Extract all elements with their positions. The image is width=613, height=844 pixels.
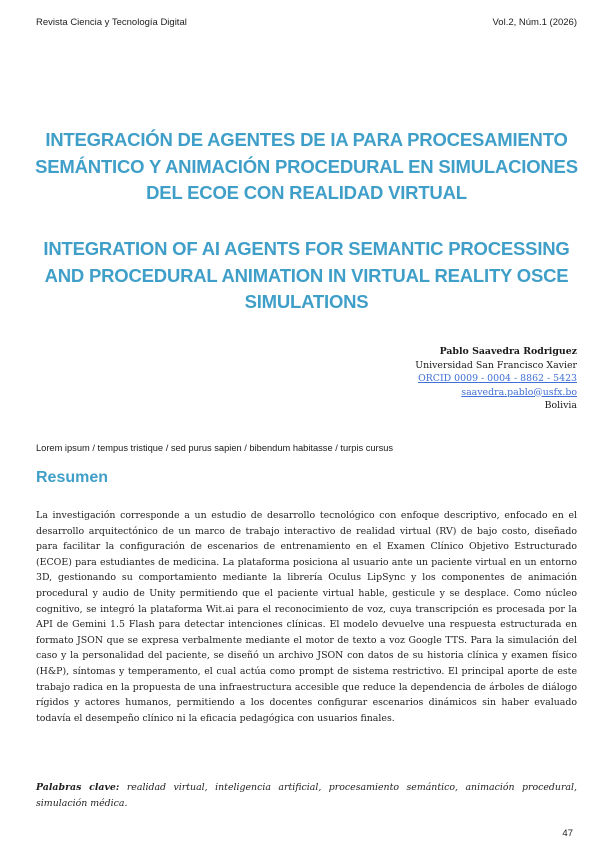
author-block bbox=[415, 345, 577, 413]
title-english: INTEGRATION OF AI AGENTS FOR SEMANTIC PROCESSING AND PROCEDURAL ANIMATION IN VIRTUAL REALITY OSCE SIMULATIONS bbox=[43, 238, 570, 312]
keywords-paragraph bbox=[36, 780, 577, 811]
keywords-text: realidad virtual, inteligencia artificial, procesamiento semántico, animación procedural, simulación médica. bbox=[36, 782, 577, 809]
title-spanish: INTEGRACIÓN DE AGENTES DE IA PARA PROCESAMIENTO SEMÁNTICO Y ANIMACIÓN PROCEDURAL EN SIMULACIONES DEL ECOE CON REALIDAD VIRTUAL bbox=[35, 129, 578, 203]
author-name: Pablo Saavedra Rodriguez bbox=[439, 346, 577, 357]
volume-issue: Vol.2, Núm.1 (2026) bbox=[492, 17, 577, 28]
keywords-label: Palabras clave: bbox=[36, 782, 120, 793]
page-number: 47 bbox=[562, 828, 573, 839]
abstract-body: La investigación corresponde a un estudio de desarrollo tecnológico con enfoque descriptivo, enfocado en el desarrollo arquitectónico de un marco de trabajo interactivo de realidad virtual (RV) de bajo costo, diseñado para facilitar la configuración de escenarios de entrenamiento en el Examen Clínico Objetivo Estructurado (ECOE) para estudiantes de medicina. La plataforma posiciona al usuario ante un paciente virtual en un entorno 3D, gestionando su comportamiento mediante la librería Oculus LipSync y los componentes de animación procedural y audio de Unity permitiendo que el paciente virtual hable, gesticule y se desplace. Como núcleo cognitivo, se integró la plataforma Wit.ai para el reconocimiento de voz, cuya transcripción es procesada por la API de Gemini 1.5 Flash para detectar intenciones clínicas. El modelo devuelve una respuesta estructurada en formato JSON que se expresa verbalmente mediante el motor de texto a voz Google TTS. Para la simulación del caso y la personalidad del paciente, se diseñó un archivo JSON con datos de su historia clínica y examen físico (H&P), síntomas y temperamento, el cual actúa como prompt de sistema restrictivo. El principal aporte de este trabajo radica en la propuesta de una infraestructura accesible que reduce la dependencia de árboles de diálogo rígidos y actores humanos, permitiendo a los docentes configurar escenarios dinámicos sin haber evaluado todavía el desempeño clínico ni la eficacia pedagógica con usuarios finales. bbox=[36, 510, 577, 724]
orcid-link[interactable]: ORCID 0009 - 0004 - 8862 - 5423 bbox=[418, 373, 577, 384]
topic-tags: Lorem ipsum / tempus tristique / sed purus sapien / bibendum habitasse / turpis cursus bbox=[36, 443, 394, 453]
abstract-heading: Resumen bbox=[36, 469, 109, 486]
email-link[interactable]: saavedra.pablo@usfx.bo bbox=[461, 386, 577, 398]
author-country: Bolivia bbox=[544, 400, 577, 411]
author-affiliation: Universidad San Francisco Xavier bbox=[415, 359, 577, 371]
journal-name: Revista Ciencia y Tecnología Digital bbox=[36, 17, 187, 28]
